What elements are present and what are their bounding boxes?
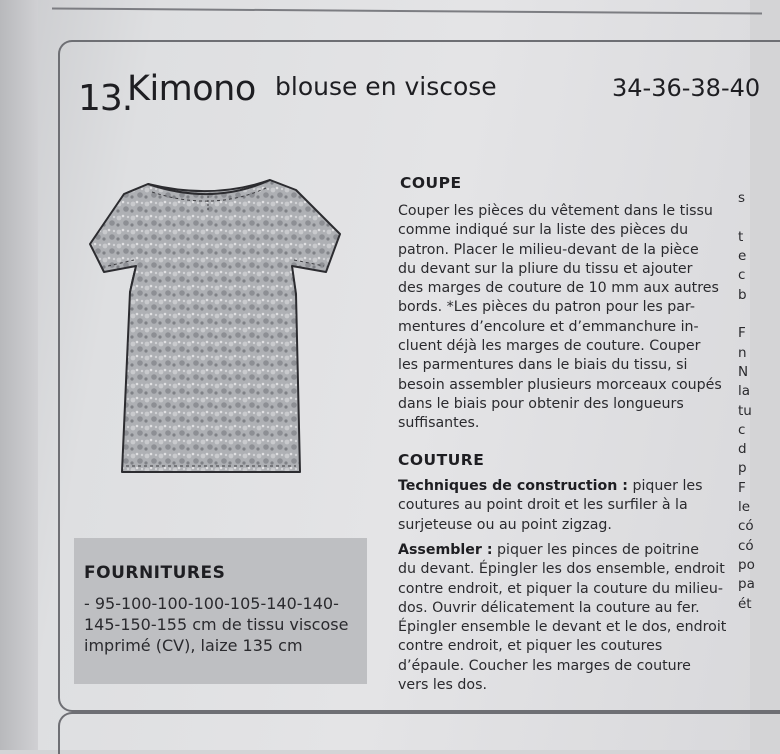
coupe-line: Couper les pièces du vêtement dans le tissu — [398, 203, 713, 219]
coupe-line: cluent déjà les marges de couture. Couper — [398, 338, 701, 355]
supplies-title: FOURNITURES — [84, 563, 226, 583]
techniques-line: surjeteuse ou au point zigzag. — [398, 516, 612, 533]
next-section-frame — [58, 712, 780, 754]
section-title-coupe: COUPE — [400, 174, 462, 192]
assembler-line: du devant. Épingler les dos ensemble, endroit — [398, 561, 725, 578]
coupe-line: dans le biais pour obtenir des longueurs — [398, 395, 684, 412]
fragment-line: b — [738, 286, 747, 303]
coupe-line: du devant sur la pliure du tissu et ajouter — [398, 260, 693, 277]
fragment-line: N — [738, 363, 749, 380]
coupe-line: patron. Placer le milieu-devant de la pièce — [398, 241, 699, 258]
coupe-line: des marges de couture de 10 mm aux autres — [398, 280, 719, 297]
supplies-text: - 95-100-100-100-105-140-140-145-150-155 cm de tissu viscose imprimé (CV), laize 135 cm — [84, 594, 349, 655]
next-column-fragment — [738, 170, 755, 614]
coupe-line: bords. *Les pièces du patron pour les par- — [398, 299, 695, 316]
fragment-line: ét — [738, 595, 752, 612]
size-range: 34-36-38-40 — [612, 74, 761, 102]
fragment-line: n — [738, 344, 747, 361]
coupe-line: besoin assembler plusieurs morceaux coupés — [398, 376, 722, 393]
fragment-line — [738, 209, 750, 228]
facing-page-edge — [0, 0, 38, 750]
fragment-line: e — [738, 248, 747, 265]
assembler-line: d’épaule. Coucher les marges de couture — [398, 657, 691, 674]
section-title-couture: COUTURE — [398, 451, 485, 469]
fragment-line: t — [738, 228, 744, 245]
fragment-line: le — [738, 499, 751, 516]
couture-assembler — [398, 541, 728, 695]
fragment-line: có — [738, 518, 754, 535]
pattern-number: 13. — [78, 78, 133, 119]
fragment-line: tu — [738, 402, 752, 419]
fragment-line: p — [738, 460, 747, 477]
assembler-line: contre endroit, et piquer la couture du milieu- — [398, 580, 723, 597]
fragment-line: la — [738, 383, 751, 400]
fragment-line: F — [738, 479, 746, 496]
coupe-line: comme indiqué sur la liste des pièces du — [398, 222, 689, 239]
techniques-line: coutures au point droit et les surfiler à la — [398, 497, 688, 514]
assembler-label: Assembler : — [398, 542, 493, 558]
pattern-subtitle: blouse en viscose — [275, 72, 497, 101]
coupe-line: suffisantes. — [398, 415, 480, 432]
fragment-line: pa — [738, 576, 755, 593]
assembler-line: Épingler ensemble le devant et le dos, endroit — [398, 619, 727, 636]
assembler-line: vers les dos. — [398, 677, 488, 694]
assembler-line: dos. Ouvrir délicatement la couture au fer. — [398, 599, 700, 616]
fragment-line: c — [738, 421, 746, 438]
fragment-line: c — [738, 267, 746, 284]
fragment-line: F — [738, 325, 746, 342]
fragment-line: có — [738, 537, 754, 554]
fragment-line: d — [738, 441, 747, 458]
pattern-title: Kimono — [127, 69, 256, 109]
techniques-line: piquer les — [627, 478, 703, 494]
coupe-line: les parmentures dans le biais du tissu, si — [398, 357, 688, 374]
fragment-line — [738, 305, 750, 324]
assembler-line: contre endroit, et piquer les coutures — [398, 638, 663, 655]
techniques-label: Techniques de construction : — [398, 478, 628, 494]
coupe-text — [398, 202, 728, 434]
fragment-line: s — [738, 190, 746, 207]
fragment-line: po — [738, 556, 755, 573]
couture-techniques — [398, 477, 728, 535]
assembler-line: piquer les pinces de poitrine — [492, 542, 699, 558]
coupe-line: mentures d’encolure et d’emmanchure in- — [398, 318, 699, 335]
fragment-line — [738, 170, 750, 189]
blouse-illustration-icon — [88, 172, 342, 482]
